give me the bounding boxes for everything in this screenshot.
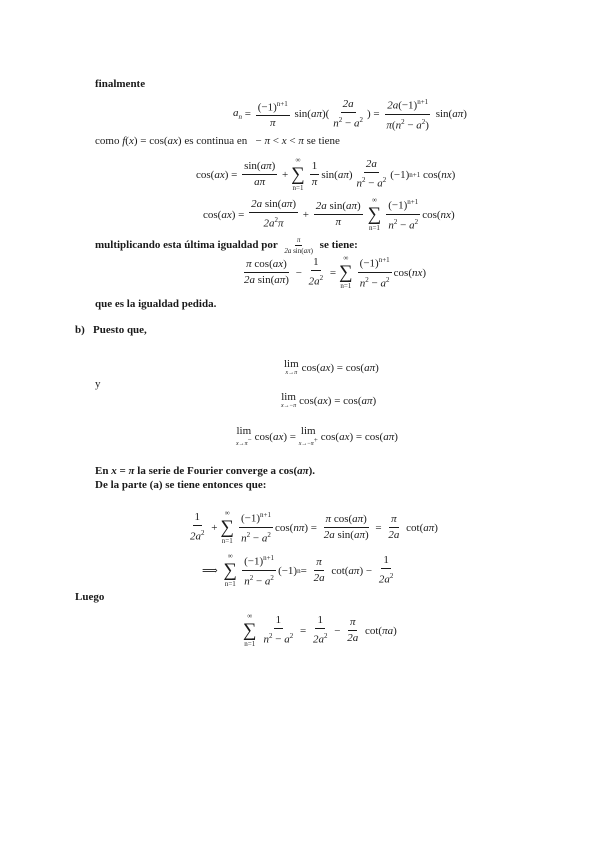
equation-implies: ⟹ ∞ ∑ n=1 $\frac{(-1)^{n+1}}{n^2 - a^2}$ (−1) n = $\frac{\pi}{2a}$ cot( aπ ) − $\frac{1}{2a^2}$	[202, 552, 394, 588]
equation-an: $a_n$ = $\frac{(-1)^{n+1}}{\pi}$ sin( aπ )( $\frac{2a}{n^2 - a^2}$ ) = $\frac{2a(-1)^{n+1}}{\pi(n^2 - a^2)}$ sin( aπ )	[233, 97, 467, 132]
equation-limit-left: lim x→−π cos( ax ) = cos( aπ )	[281, 391, 377, 409]
text-en: En	[95, 465, 109, 477]
text-finalmente: finalmente	[95, 78, 146, 90]
text-se-tiene-2: se tiene:	[319, 239, 358, 252]
text-como-line: como f(x) = cos(ax) es continua en − π < x < π se tiene	[95, 135, 340, 147]
text-puesto: Puesto que,	[93, 324, 147, 336]
equation-one-sided-limits: lim x→π− cos( ax ) = lim x→−π+ cos( ax ) = cos( aπ )	[236, 425, 398, 447]
text-en-x: En x = π la serie de Fourier converge a cos(aπ).	[95, 465, 316, 477]
text-que-es: que es la igualdad pedida.	[95, 298, 217, 310]
text-y: y	[95, 378, 101, 390]
text-part-b	[75, 324, 147, 336]
equation-limit-right: lim x→π cos( ax ) = cos( aπ )	[284, 358, 379, 376]
text-como: como	[95, 135, 120, 147]
equation-evaluated-at-pi: $\frac{1}{2a^2}$ + ∞ ∑ n=1 $\frac{(-1)^{n+1}}{n^2 - a^2}$ cos( nπ ) = $\frac{\text{π cos(aπ)}}{\text{2a sin(aπ)}}$ = $\frac{\pi}{2a}$ cot( aπ )	[190, 509, 438, 545]
equation-final-sum: ∞ ∑ n=1 $\frac{1}{n^2 - a^2}$ = $\frac{1}{2a^2}$ − $\frac{\pi}{2a}$ cot( πa )	[243, 612, 397, 648]
text-de-la-parte: De la parte (a) se tiene entonces que:	[95, 479, 267, 491]
text-es-continua: es continua en	[184, 135, 248, 147]
text-multiplicando: multiplicando esta última igualdad por	[95, 239, 278, 252]
label-part-b: b)	[75, 324, 85, 336]
text-luego: Luego	[75, 591, 105, 603]
equation-cos-series-1: cos( ax ) = $\frac{\sin(a\pi)}{a\pi}$ + ∞ ∑ n=1 $\frac{1}{\pi}$ sin( aπ ) $\frac{2a}{n^2 - a^2}$ (−1) n+1 cos( nx )	[196, 156, 456, 192]
equation-cos-series-2: cos( ax ) = $\frac{\text{2a sin(aπ)}}{2a^2\pi}$ + $\frac{\text{2a sin(aπ)}}{\pi}$ ∞ ∑ n=1 $\frac{(-1)^{n+1}}{n^2 - a^2}$ cos( nx )	[203, 196, 455, 232]
text-se-tiene: se tiene	[306, 135, 340, 147]
equation-multiplied: $\frac{\text{π cos(ax)}}{\text{2a sin(aπ)}}$ − $\frac{1}{2a^2}$ = ∞ ∑ n=1 $\frac{(-1)^{n+1}}{n^2 - a^2}$ cos( nx )	[244, 254, 427, 290]
text-multiplicando-line: multiplicando esta última igualdad por $\frac{\pi}{\text{2a sin(aπ)}}$ se tiene:	[95, 236, 358, 255]
text-serie-converge: la serie de Fourier converge a	[137, 465, 277, 477]
